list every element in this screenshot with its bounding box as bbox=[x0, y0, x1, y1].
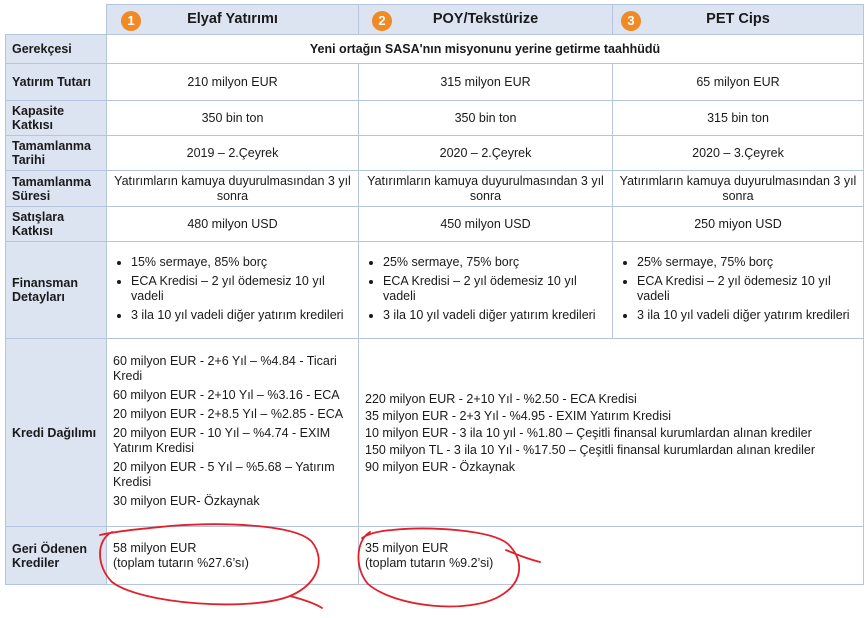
corner-cell bbox=[6, 5, 107, 35]
row-satis bbox=[6, 207, 864, 242]
row-kredi bbox=[6, 339, 864, 527]
row-label-finansman: Finansman Detayları bbox=[6, 242, 107, 339]
number-badge-2: 2 bbox=[372, 11, 392, 31]
list-item: • 25% sermaye, 75% borç bbox=[383, 255, 606, 270]
row-label-geri: Geri Ödenen Krediler bbox=[6, 527, 107, 585]
sure-value-3: Yatırımların kamuya duyurulmasından 3 yıl sonra bbox=[613, 171, 864, 207]
list-item: • ECA Kredisi – 2 yıl ödemesiz 10 yıl vadeli bbox=[637, 274, 857, 304]
geri-cell-2-3 bbox=[359, 527, 864, 585]
credit-line: 220 milyon EUR - 2+10 Yıl - %2.50 - ECA Kredisi bbox=[365, 392, 637, 406]
gerekce-value: Yeni ortağın SASA'nın misyonunu yerine getirme taahhüdü bbox=[107, 35, 864, 64]
row-label-tarih: Tamamlanma Tarihi bbox=[6, 136, 107, 171]
credit-line: 150 milyon TL - 3 ila 10 Yıl - %17.50 – Çeşitli finansal kurumlardan alınan krediler bbox=[365, 443, 815, 457]
satis-value-2: 450 milyon USD bbox=[359, 207, 613, 242]
kredi-cell-1 bbox=[107, 339, 359, 527]
sure-value-2: Yatırımların kamuya duyurulmasından 3 yıl sonra bbox=[359, 171, 613, 207]
row-label-kapasite: Kapasite Katkısı bbox=[6, 101, 107, 136]
row-kapasite bbox=[6, 101, 864, 136]
list-item: • ECA Kredisi – 2 yıl ödemesiz 10 yıl vadeli bbox=[131, 274, 352, 304]
row-label-kredi: Kredi Dağılımı bbox=[6, 339, 107, 527]
number-badge-3: 3 bbox=[621, 11, 641, 31]
kapasite-value-1: 350 bin ton bbox=[107, 101, 359, 136]
repaid-share-2: (toplam tutarın %9.2’si) bbox=[365, 555, 494, 570]
yatirim-value-3: 65 milyon EUR bbox=[613, 64, 864, 101]
finansman-list-3 bbox=[619, 255, 857, 323]
column-title-1: Elyaf Yatırımı bbox=[187, 11, 278, 27]
column-header-1 bbox=[107, 5, 359, 35]
row-gerekce bbox=[6, 35, 864, 64]
column-header-2 bbox=[359, 5, 613, 35]
row-label-yatirim: Yatırım Tutarı bbox=[6, 64, 107, 101]
credit-line: 20 milyon EUR - 10 Yıl – %4.74 - EXIM Yatırım Kredisi bbox=[113, 425, 331, 455]
repaid-amount-2: 35 milyon EUR bbox=[365, 540, 449, 555]
credit-line: 20 milyon EUR - 5 Yıl – %5.68 – Yatırım Kredisi bbox=[113, 459, 335, 489]
satis-value-3: 250 miyon USD bbox=[613, 207, 864, 242]
row-geri bbox=[6, 527, 864, 585]
row-label-satis: Satışlara Katkısı bbox=[6, 207, 107, 242]
repaid-share-1: (toplam tutarın %27.6’sı) bbox=[113, 555, 249, 570]
credit-line: 90 milyon EUR - Özkaynak bbox=[365, 460, 516, 474]
satis-value-1: 480 milyon USD bbox=[107, 207, 359, 242]
credit-line: 10 milyon EUR - 3 ila 10 yıl - %1.80 – Çeşitli finansal kurumlardan alınan krediler bbox=[365, 426, 812, 440]
geri-cell-1 bbox=[107, 527, 359, 585]
header-row bbox=[6, 5, 864, 35]
finansman-cell-2 bbox=[359, 242, 613, 339]
kapasite-value-2: 350 bin ton bbox=[359, 101, 613, 136]
row-sure bbox=[6, 171, 864, 207]
column-title-2: POY/Tekstürize bbox=[432, 11, 539, 27]
credit-line: 60 milyon EUR - 2+6 Yıl – %4.84 - Ticari Kredi bbox=[113, 353, 337, 383]
finansman-cell-3 bbox=[613, 242, 864, 339]
yatirim-value-1: 210 milyon EUR bbox=[107, 64, 359, 101]
list-item: • 25% sermaye, 75% borç bbox=[637, 255, 857, 270]
credit-line: 35 milyon EUR - 2+3 Yıl - %4.95 - EXIM Yatırım Kredisi bbox=[365, 409, 672, 423]
row-finansman bbox=[6, 242, 864, 339]
list-item: • 3 ila 10 yıl vadeli diğer yatırım kredileri bbox=[637, 308, 857, 323]
column-header-3 bbox=[613, 5, 864, 35]
list-item: • 3 ila 10 yıl vadeli diğer yatırım kredileri bbox=[383, 308, 606, 323]
list-item: • 3 ila 10 yıl vadeli diğer yatırım kredileri bbox=[131, 308, 352, 323]
kapasite-value-3: 315 bin ton bbox=[613, 101, 864, 136]
list-item: • ECA Kredisi – 2 yıl ödemesiz 10 yıl vadeli bbox=[383, 274, 606, 304]
finansman-list-1 bbox=[113, 255, 352, 323]
finansman-cell-1 bbox=[107, 242, 359, 339]
yatirim-value-2: 315 milyon EUR bbox=[359, 64, 613, 101]
investment-table bbox=[5, 4, 864, 585]
credit-line: 30 milyon EUR- Özkaynak bbox=[113, 493, 260, 508]
column-title-3: PET Cips bbox=[706, 11, 770, 27]
credit-line: 60 milyon EUR - 2+10 Yıl – %3.16 - ECA bbox=[113, 387, 340, 402]
sure-value-1: Yatırımların kamuya duyurulmasından 3 yıl sonra bbox=[107, 171, 359, 207]
tarih-value-1: 2019 – 2.Çeyrek bbox=[107, 136, 359, 171]
row-label-gerekce: Gerekçesi bbox=[6, 35, 107, 64]
row-label-sure: Tamamlanma Süresi bbox=[6, 171, 107, 207]
credit-line: 20 milyon EUR - 2+8.5 Yıl – %2.85 - ECA bbox=[113, 406, 344, 421]
finansman-list-2 bbox=[365, 255, 606, 323]
kredi-cell-2-3 bbox=[359, 339, 864, 527]
row-yatirim bbox=[6, 64, 864, 101]
tarih-value-2: 2020 – 2.Çeyrek bbox=[359, 136, 613, 171]
tarih-value-3: 2020 – 3.Çeyrek bbox=[613, 136, 864, 171]
number-badge-1: 1 bbox=[121, 11, 141, 31]
row-tarih bbox=[6, 136, 864, 171]
list-item: • 15% sermaye, 85% borç bbox=[131, 255, 352, 270]
repaid-amount-1: 58 milyon EUR bbox=[113, 540, 197, 555]
